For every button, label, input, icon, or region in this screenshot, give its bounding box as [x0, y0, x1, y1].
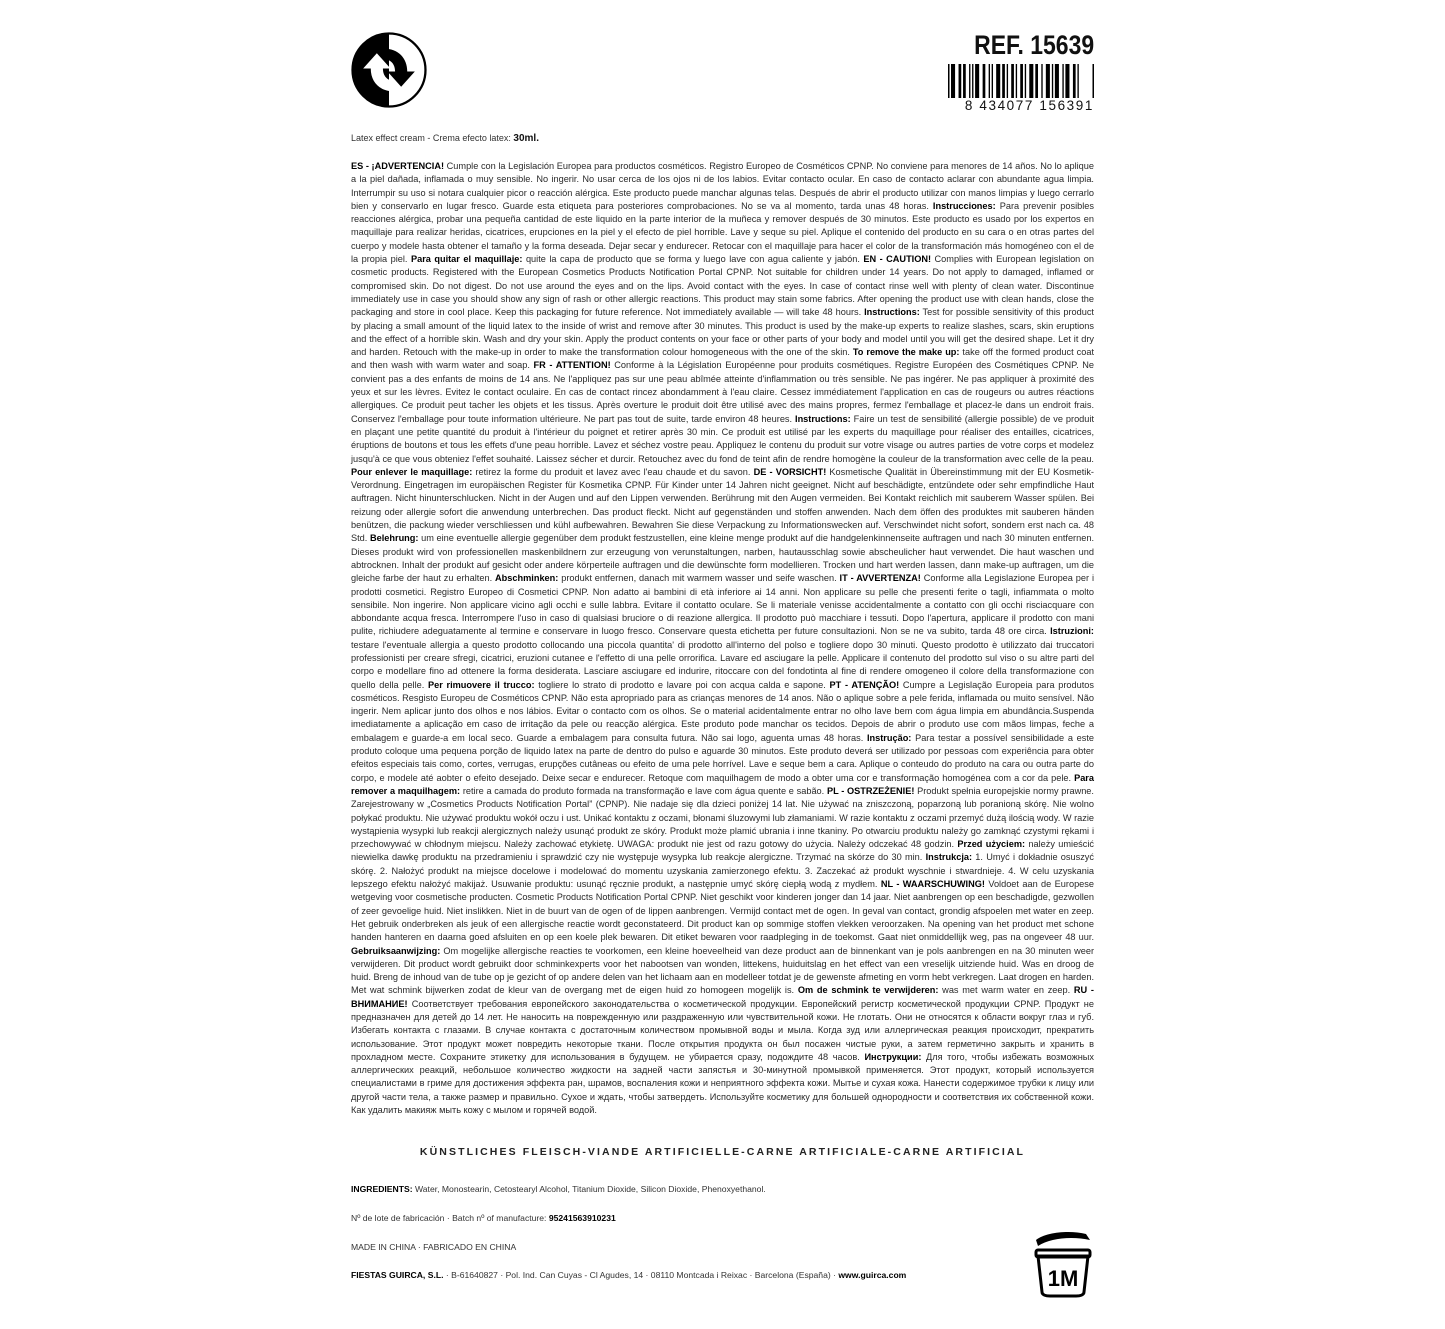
- warning-text: Faire un test de sensibilité (allergie possible) de ve produit en plaçant une petite quantité du produit à l'intérieur du poignet et retirer après 30 min. Ce produit est utilisé par les experts du maquillage pour réaliser des entailles, cicatrices, éruptions de boutons et tous les effets d'une peau horrible. Lavez et séchez vostre peau. Appliquez le contenu du produit sur votre visage ou autres parties de votre corps et modelez jusqu'à ce que vous obteniez l'effet souhaité. Laissez sécher et durcir. Retouchez avec du fond de teint afin de rendre homogène la couleur de la transformation avec celle de la peau.: [351, 413, 1094, 464]
- barcode-bar: [972, 64, 973, 98]
- warning-text: testare l'eventuale allergia a questo prodotto collocando una piccola quantita' di prodotto all'interno del polso e togliere dopo 30 minuti. Questo prodotto è utilizzato dai truccatori professionisti per creare sfregi, cicatrici, eruzioni cutanee e l'effetto di una pelle orrorifica. Lavare ed asciugare la pelle. Applicare il contenuto del prodotto sul viso o su altre parti del corpo e modellare fino ad ottenere la forma desiderata. Lasciare asciugare ed indurire, ritoccare con del fondotinta al fine di rendere omogeneo il colore della transformazione con quello della pelle.: [351, 639, 1094, 690]
- barcode-bar: [983, 64, 986, 98]
- product-name-text: Latex effect cream - Crema efecto latex:: [351, 133, 514, 143]
- barcode-bar: [1025, 64, 1026, 98]
- warning-heading: PL - OSTRZEŻENIE!: [826, 785, 915, 796]
- warning-heading: Om de schmink te verwijderen:: [797, 985, 939, 996]
- barcode-bar: [996, 64, 1000, 98]
- barcode-bar: [1011, 64, 1014, 98]
- barcode-bar: [1052, 64, 1053, 98]
- barcode-bar: [989, 64, 990, 98]
- warning-text: Для того, чтобы избежать возможных аллергических реакций, небольшое количество жидкости на задней части запястья и 30-минутной промывкой применяется. Этот продукт, который используется специалистами в гриме для достижения эффекта ран, шрамов, воспаления кожи и неприятного эффекта кожи. Мытье и сухая кожа. Нанести содержимое трубки к лицу или другой части тела, а также размер и правильно. Сухое и ждать, чтобы затвердеть. Используйте косметику для большей однородности и соответствия их собственной кожи. Как удалить макияж мыть кожу с мылом и горячей водой.: [351, 1051, 1094, 1116]
- warning-heading: Istruzioni:: [1050, 626, 1094, 637]
- reference-number: REF. 15639: [974, 30, 1094, 60]
- ean-number: 8 434077 156391: [948, 98, 1094, 113]
- barcode-bar: [1055, 64, 1059, 98]
- ingredients-text: Water, Monostearin, Cetostearyl Alcohol, Titanium Dioxide, Silicon Dioxide, Phenoxyethanol.: [412, 1184, 766, 1194]
- warning-text: Test for possible sensitivity of this product by placing a small amount of the liquid latex to the inside of wrist and remove after 30 minutes. This product is used by the make-up experts to realize slashes, scars, skin eruptions and the effect of a horrible skin. Wash and dry your skin. Apply the product contents on your face or other parts of your body and model until you will get the desired shape. Let it dry and harden. Retouch with the make-up in order to make the transformation colour homogeneous with the one of the skin.: [351, 307, 1094, 358]
- batch-value: 95241563910231: [548, 1213, 616, 1223]
- warning-text: retire a camada do produto formada na transformação e lave com água quente e sabão.: [460, 785, 827, 796]
- barcode-bar: [951, 64, 955, 98]
- warning-heading: Instrukcja:: [925, 852, 973, 863]
- ingredients-label: INGREDIENTS:: [351, 1184, 413, 1194]
- warning-heading: Para quitar el maquillaje:: [410, 254, 523, 265]
- pao-open-jar-icon: [1032, 1230, 1094, 1298]
- company-name: FIESTAS GUIRCA, S.L.: [351, 1270, 444, 1280]
- warning-heading: ES - ¡ADVERTENCIA!: [351, 161, 445, 171]
- product-name: [351, 133, 539, 144]
- barcode-bar: [1007, 64, 1008, 98]
- warning-heading: Instrução:: [866, 732, 912, 743]
- warning-text: Conforme à la Législation Européenne pour produits cosmétiques. Registre Européen des Cosmétiques CPNP. Ne convient pas a des enfants de moins de 14 ans. Ne l'appliquez pas sur une peau abîmée atteinte d'inflammation ou très sensible. Ne pas ingérer. Ne pas appliquer à proximité des yeux et sur les lèvres. Evitez le contact oculaire. En cas de contact rincez abondamment à l'eau claire. Cessez immédiatement l'application en cas de rougeurs ou autres réactions allergiques. Ce produit peut tacher les objets et les tissus. Après overture le produit doit être utilisé avec des mains propres, fermez l'emballage et placez-le dans un endroit frais. Conservez l'emballage pour toute information ultérieure. Ne part pas tout de suite, tarde environ 48 heures.: [351, 360, 1095, 424]
- warning-text: Conforme alla Legislazione Europea per i prodotti cosmetici. Registro Europeo di Cosmetici CPNP. Non adatto ai bambini di età inferiore ai 14 anni. Non applicare su pelle che presenti ferite o tagli, infiammata o molto sensibile. Non ingerire. Non applicare vicino agli occhi e sulle labbra. Evitare il contatto oculare. Se li materiale venisse accidentalmente a contatto con gli occhi risciacquare con abbondante acqua fresca. Interrompere l'uso in caso di qualsiasi bruciore o di reazione allergica. Il prodotto può macchiare i tessuti. Dopo l'apertura, applicare il prodotto con mani pulite, richiudere adeguatamente al termine e conservare in luogo fresco. Conservare questa etichetta per future consultazioni. Non se ne va subito, tarda 48 ore circa.: [351, 573, 1095, 637]
- warning-heading: Belehrung:: [369, 533, 419, 544]
- warning-heading: Per rimuovere il trucco:: [428, 679, 535, 690]
- warning-heading: NL - WAARSCHUWING!: [880, 879, 985, 890]
- company-web: www.guirca.com: [838, 1270, 907, 1280]
- warning-heading: DE - VORSICHT!: [753, 466, 827, 477]
- barcode-bar: [959, 64, 962, 98]
- warning-heading: Abschminken:: [495, 573, 559, 584]
- barcode-bar: [1035, 64, 1038, 98]
- warning-heading: Pour enlever le maquillage:: [351, 466, 473, 477]
- warning-text: take off the formed product coat and then wash with warm water and soap.: [351, 347, 1094, 371]
- warning-text: Voldoet aan de Europese wetgeving voor cosmetische producten. Cosmetic Products Notification Portal CPNP. Niet geschikt voor kinderen jonger dan 14 jaar. Niet aanbrengen op een beschadigde, gezwollen of zeer gevoelige huid. Niet inslikken. Niet in de buurt van de ogen of de lippen aanbrengen. Vermijd contact met de ogen. In geval van contact, grondig afspoelen met water en zeep. Het gebruik onderbreken als jeuk of een allergische reactie wordt geconstateerd. Dit product kan op sommige stoffen vlekken veroorzaken. Na opening van het product met schone handen hanteren en daarna goed afsluiten en op een koele plek bewaren. Dit etiket bewaren voor raadpleging in de toekomst. Gaat niet onmiddellijk weg, pas na ongeveer 48 uur.: [351, 879, 1094, 943]
- warnings-text: [351, 160, 1094, 1117]
- barcode-bar: [1065, 64, 1069, 98]
- warning-heading: EN - CAUTION!: [863, 254, 932, 265]
- warning-heading: IT - AVVERTENZA!: [839, 573, 921, 584]
- warning-text: um eine eventuelle allergie gegenüber dem produkt festzustellen, eine kleine menge produkt auf die handgelenkinnenseite auftragen und nach 30 minuten entfernen. Dieses produkt wird von professionellen maskenbildnern zur erzeugung von verunstaltungen, narben, hautausschlag sowie abscheulicher haut verwendet. Die haut waschen und abtrocknen. Inhalt der produkt auf gesicht oder andere körperteile auftragen und die dewünschte form modellieren. Trocken und hart werden lassen, dann make-up auftragen, um die gleiche farbe der haut zu erhalten.: [351, 533, 1094, 584]
- warning-text: Produkt spełnia europejskie normy prawne. Zarejestrowany w „Cosmetics Products Notification Portal” (CPNP). Nie nadaje się dla dzieci poniżej 14 lat. Nie używać na zniszczoną, poparzoną lub poranioną skórę. Nie wolno połykać produktu. Nie używać produktu wokół oczu i ust. Unikać kontaktu z oczami, błonami śluzowymi lub złamaniami. W razie kontaktu z oczami przemyć dużą ilością wody. W razie wystąpienia wysypki lub reakcji alergicznych należy usunąć produkt ze skóry. Produkt może plamić ubrania i inne tkaniny. Po otwarciu produktu należy go zamknąć czystymi rękami i przechowywać w chłodnym miejscu. Należy zachować etykietę. UWAGA: produkt nie jest od razu gotowy do użycia. Należy odczekać 48 godzin.: [351, 785, 1094, 850]
- barcode-bar: [1029, 64, 1033, 98]
- ingredients: [351, 1184, 766, 1194]
- warning-text: 1. Umyć i dokładnie osuszyć skórę. 2. Nałożyć produkt na miejsce docelowe i modelować do momentu uzyskania zamierzonego efektu. 3. Zaczekać aż produkt wyschnie i stwardnieje. 4. W celu uzyskania lepszego efektu nałożyć makijaż. Usuwanie produktu: usunąć ręcznie produkt, a następnie umyć skórę ciepłą wodą z mydłem.: [351, 852, 1094, 890]
- barcode-bar: [969, 64, 970, 98]
- warning-heading: Instructions:: [795, 413, 851, 424]
- green-dot-recycling-icon: [351, 32, 427, 108]
- warning-heading: Gebruiksaanwijzing:: [351, 945, 441, 956]
- barcode-bar: [992, 64, 993, 98]
- warning-text: Complies with European legislation on cosmetic products. Registered with the European Cosmetics Products Notification Portal CPNP. Not suitable for children under 14 years. Do not apply to damaged, inflamed or compromised skin. Do not digest. Do not use around the eyes and on the lips. Avoid contact with the eyes. In case of contact rinse well with plenty of clean water. Discontinue immediately use in case you should show any sign of rash or other allergic reactions. This product may stain some fabrics. After opening the product use with clean hands, close the packaging and store in cool place. Keep this packaging for future reference. Not immediately available — will take 48 hours.: [351, 254, 1094, 318]
- company-address: · B-61640827 · Pol. Ind. Can Cuyas - Cl Agudes, 14 · 08110 Montcada i Reixac · Barcelona (España) ·: [443, 1270, 839, 1280]
- barcode-bar: [1046, 64, 1050, 98]
- warning-heading: RU - ВНИМАНИЕ!: [351, 985, 1094, 1009]
- warning-heading: Para remover a maquilhagem:: [351, 772, 1094, 796]
- warning-text: Соответствует требования европейского законодательства о косметической продукции. Европейский регистр косметической продукции CPNP. Продукт не предназначен для детей до 14 лет. Не наносить на поврежденную или раздраженную или чувствительной кожи. Не глотать. Они не относятся к области вокруг глаз и губ. Избегать контакта с глазами. В случае контакта с достаточным количеством промывной воды и мыла. Когда зуд или аллергическая реакция происходит, прекратить использование. Этот продукт может повредить некоторые ткани. После открытия продукта он был посажен чистые руки, а затем герметично закрыть и хранить в прохладном месте. Сохраните этикетку для использования в будущем. не убирается сразу, подождите 48 часов.: [351, 998, 1094, 1062]
- company-info: [351, 1270, 906, 1280]
- barcode-bar: [1020, 64, 1023, 98]
- warning-heading: Инструкции:: [864, 1051, 922, 1062]
- barcode-bar: [975, 64, 979, 98]
- barcode-bar: [1016, 64, 1017, 98]
- barcode-bar: [1073, 64, 1076, 98]
- tagline: KÜNSTLICHES FLEISCH-VIANDE ARTIFICIELLE-CARNE ARTIFICIALE-CARNE ARTIFICIAL: [419, 1146, 1026, 1158]
- warning-text: retirez la forme du produit et lavez avec l'eau chaude et du savon.: [472, 466, 754, 477]
- warning-text: należy umieścić niewielka dawkę produktu na przedramieniu i sprawdzić czy nie występuje wysypka lub reakcje alergiczne. Trzymać na skórze do 30 min.: [351, 839, 1095, 863]
- warning-heading: Instructions:: [864, 307, 920, 318]
- warning-heading: Instrucciones:: [932, 200, 996, 211]
- barcode-bar: [1062, 64, 1063, 98]
- made-in: MADE IN CHINA · FABRICADO EN CHINA: [351, 1242, 517, 1252]
- batch-label: Nº de lote de fabricación · Batch nº of manufacture:: [351, 1213, 549, 1223]
- warning-heading: PT - ATENÇÃO!: [829, 679, 900, 690]
- product-volume: 30ml.: [513, 133, 539, 144]
- pao-label: 1M: [1047, 1266, 1079, 1291]
- barcode-bar: [1077, 64, 1078, 98]
- warning-heading: FR - ATTENTION!: [533, 360, 611, 371]
- warning-text: Para testar a possível sensibilidade a este produto coloque uma pequena porção de liquido latex na parte de dentro do pulso e aguarde 30 minutos. Este produto deverá ser utilizado por pessoas com experiência para obter efeitos especiais tais como, cortes, verrugas, erupções cutâneas ou efeito de uma pele horrível. Lave e seque bem a cara. Aplique o conteudo do produto na cara ou outra parte do corpo, e modele até aobter o efeito desejado. Deixe secar e endurecer. Retoque com maquilhagem de modo a obter uma cor e transformação homogénea com a cor da pele.: [351, 732, 1094, 783]
- barcode-bar: [963, 64, 966, 98]
- warning-text: Kosmetische Qualität in Übereinstimmung mit der EU Kosmetik-Verordnung. Eingetragen im europäischen Register für Kosmetika CPNP. Für Kinder unter 14 Jahren nicht geeignet. Nicht auf beschädigte, entzündete oder sehr empfindliche Haut auftragen. Nicht hinunterschlucken. Nicht in der Augen und auf den Lippen verwenden. Berührung mit den Augen vermeiden. Bei Kontakt reichlich mit sauberem Wasser spülen. Bei reizung oder allergie sofort die anwendung unterbrechen. Das product fleckt. Nicht auf gegenständen und stoffen anwenden. Nach dem öffen des produktes mit sauberen händen benützen, die packung wieder verschliessen und kühl aufbewahren. Bewahren Sie diese Verpackung zu Informationswecken auf. Verschwindet nicht sofort, sondern erst nach ca. 48 Std.: [351, 466, 1094, 544]
- warning-text: was met warm water en zeep.: [938, 985, 1074, 996]
- warning-text: Cumple con la Legislación Europea para productos cosméticos. Registro Europeo de Cosméticos CPNP. No conviene para menores de 14 años. No lo aplique a la piel dañada, inflamada o muy sensible. No ingerir. No usar cerca de los ojos ni de los labios. Evitar contacto ocular. En caso de contacto aclarar con abundante agua limpia. Interrumpir su uso si notara cualquier picor o reacción alérgica. Este producto puede manchar algunas telas. Después de abrir el producto utilizar con manos limpias y luego cerrarlo bien y conservarlo en lugar fresco. Guarde esta etiqueta para posteriores comprobaciones. No se va al momento, tarda unas 48 horas.: [351, 161, 1095, 211]
- warning-text: Om mogelijke allergische reacties te voorkomen, een kleine hoeveelheid van deze product aan de binnenkant van je pols aanbrengen en na 30 minuten weer verwijderen. Dit product wordt gebruikt door schminkexperts voor het nabootsen van wonden, littekens, huiduitslag en het effect van een vreselijk uitziende huid. Was en droog de huid. Breng de inhoud van de tube op je gezicht of op andere delen van het lichaam aan en modelleer totdat je de gewenste afmeting en vorm hebt verkregen. Laat drogen en harden. Met wat schmink bijwerken zodat de kleur van de overgang met de eigen huid zo homogeen mogelijk is.: [351, 945, 1094, 996]
- warning-text: togliere lo strato di prodotto e lavare poi con acqua calda e sapone.: [534, 679, 830, 690]
- barcode-bar: [1041, 64, 1042, 98]
- warning-text: produkt entfernen, danach mit warmem wasser und seife waschen.: [558, 573, 840, 584]
- warning-text: Cumpre a Legislação Europeia para produtos cosméticos. Resgisto Europeu de Cosméticos CPNP. Não esta apropriado para as crianças menores de 14 anos. Não o aplique sobre a pele ferida, inflamada ou muito sensível. Não ingerir. Nem aplicar junto dos olhos e nos lábios. Evitar o contacto com os olhos. Se o material acidentalmente entrar no olho lave bem com água limpia em abundância.Suspenda imediatamente a aplicação em caso de irritação da pele ou reacção alérgica. Este produto pode manchar os tecidos. Depois de abrir o produto use com mãos limpas, feche a embalagem e guarde-a em local seco. Guarde a embalagem para consulta futura. Não sai logo, aguenta umas 48 horas.: [351, 679, 1095, 743]
- warning-text: Para prevenir posibles reacciones alérgica, probar una pequeña cantidad de este liquido en la parte interior de la muñeca y remover después de 30 minutos. Este producto es usado por los expertos en maquillaje para realizar heridas, cicatrices, erupciones en la piel y el efecto de piel horrible. Lave y seque su piel. Aplique el contenido del producto en su cara o en otras partes del cuerpo y modele hasta obtener el tamaño y la forma deseada. Dejar secar y endurecer. Retocar con el maquillaje para hacer el color de la transformación más homogéneo con el de la propia piel.: [351, 200, 1095, 265]
- warning-heading: Przed użyciem:: [957, 839, 1026, 850]
- product-label: [351, 0, 1094, 1329]
- batch-number: [351, 1213, 616, 1223]
- warning-heading: To remove the make up:: [852, 347, 960, 358]
- barcode-bar: [1002, 64, 1005, 98]
- warning-text: quite la capa de producto que se forma y luego lave con agua caliente y jabón.: [522, 254, 864, 265]
